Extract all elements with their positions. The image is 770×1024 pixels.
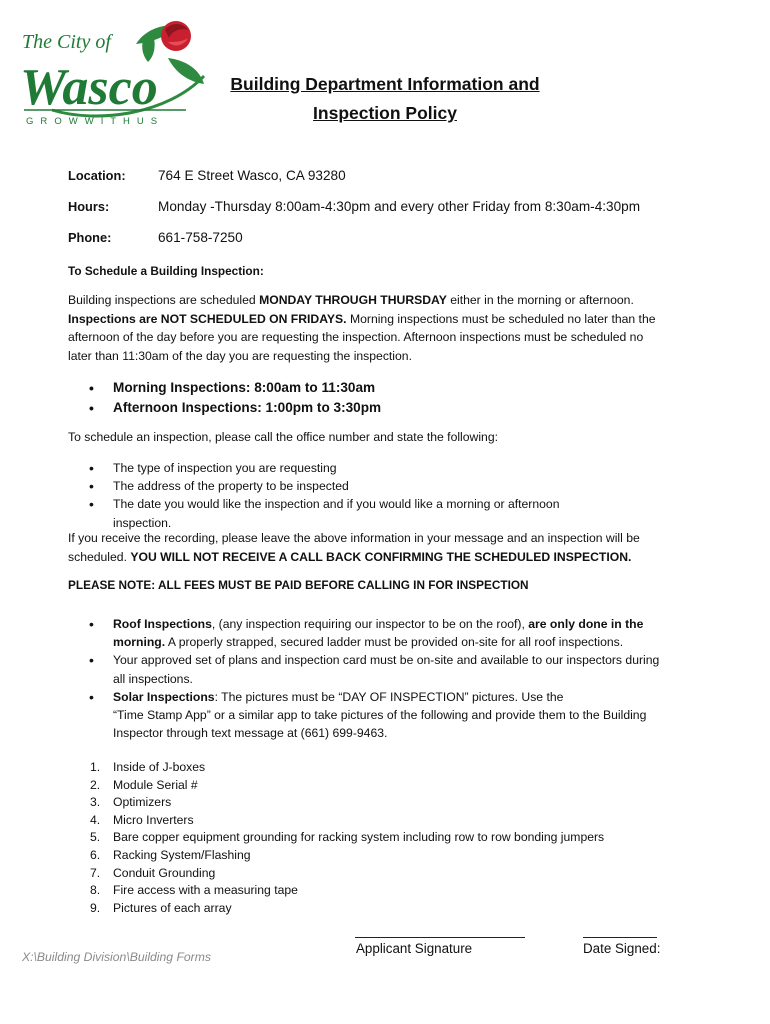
inspection-times-list xyxy=(68,378,688,418)
roof-inspections-note: • Roof Inspections, (any inspection requiring our inspector to be on the roof), are only done in the morning. A properly strapped, secured ladder must be provided on-site for all roof inspections. xyxy=(68,615,688,651)
solar-pictures-list xyxy=(68,759,604,917)
list-item: 6. Racking System/Flashing xyxy=(90,847,251,862)
list-item: 9. Pictures of each array xyxy=(90,900,232,915)
list-item: 4. Micro Inverters xyxy=(90,812,194,827)
list-item: 2. Module Serial # xyxy=(90,777,198,792)
fees-note: PLEASE NOTE: ALL FEES MUST BE PAID BEFORE CALLING IN FOR INSPECTION xyxy=(68,578,529,592)
schedule-paragraph: Building inspections are scheduled MONDAY THROUGH THURSDAY either in the morning or afternoon. Inspections are NOT SCHEDULED ON FRIDAYS. Morning inspections must be scheduled no later than the afternoon of the day before you are requesting the inspection. Afternoon inspections must be scheduled no later than 11:30am of the day you are requesting the inspection. xyxy=(68,293,656,363)
list-item: • The date you would like the inspection and if you would like a morning or afternoon inspection. xyxy=(68,495,688,531)
wasco-rose-logo xyxy=(18,14,210,130)
signature-line[interactable] xyxy=(355,937,525,938)
list-item: 8. Fire access with a measuring tape xyxy=(90,883,298,898)
hours-value: Monday -Thursday 8:00am-4:30pm and every other Friday from 8:30am-4:30pm xyxy=(158,199,641,214)
location-value: 764 E Street Wasco, CA 93280 xyxy=(158,168,346,183)
logo-text-city-of: The City of xyxy=(22,31,111,53)
hours-label: Hours: xyxy=(68,199,110,214)
page-title xyxy=(200,70,570,128)
title-line-1: Building Department Information and xyxy=(230,74,540,94)
list-item: • The address of the property to be inspected xyxy=(68,477,688,495)
list-item: 1. Inside of J-boxes xyxy=(90,760,206,774)
call-intro: To schedule an inspection, please call the office number and state the following: xyxy=(68,430,498,444)
notes-list xyxy=(68,615,688,742)
phone-label: Phone: xyxy=(68,230,112,245)
schedule-heading: To Schedule a Building Inspection: xyxy=(68,264,264,278)
city-logo xyxy=(18,14,210,130)
list-item: • Morning Inspections: 8:00am to 11:30am xyxy=(68,378,688,398)
logo-text-wasco: Wasco xyxy=(20,59,158,116)
list-item: • The type of inspection you are requesting xyxy=(68,459,688,477)
logo-tagline: G R O W W I T H U S xyxy=(26,116,160,127)
applicant-signature-label: Applicant Signature xyxy=(356,941,473,956)
title-line-2: Inspection Policy xyxy=(313,103,457,123)
location-label: Location: xyxy=(68,168,126,183)
date-signed-label: Date Signed: xyxy=(583,941,661,956)
list-item: 5. Bare copper equipment grounding for racking system including row to row bonding jumpers xyxy=(90,830,605,845)
footer-file-path: X:\Building Division\Building Forms xyxy=(22,950,211,964)
list-item: • Afternoon Inspections: 1:00pm to 3:30pm xyxy=(68,398,688,418)
call-items-list xyxy=(68,459,688,532)
plans-note: • Your approved set of plans and inspection card must be on-site and available to our inspectors during all inspections. xyxy=(68,651,688,687)
phone-value: 661-758-7250 xyxy=(158,230,243,245)
solar-inspections-note: • Solar Inspections: The pictures must be “DAY OF INSPECTION” pictures. Use the “Time Stamp App” or a similar app to take pictures of the following and provide them to the Building Inspector through text message at (661) 699-9463. xyxy=(68,688,688,743)
list-item: 7. Conduit Grounding xyxy=(90,865,216,880)
leaf-shape xyxy=(142,30,154,62)
date-line[interactable] xyxy=(583,937,657,938)
list-item: 3. Optimizers xyxy=(90,795,172,810)
recording-paragraph: If you receive the recording, please leave the above information in your message and an inspection will be scheduled. YOU WILL NOT RECEIVE A CALL BACK CONFIRMING THE SCHEDULED INSPECTION. xyxy=(68,531,640,564)
